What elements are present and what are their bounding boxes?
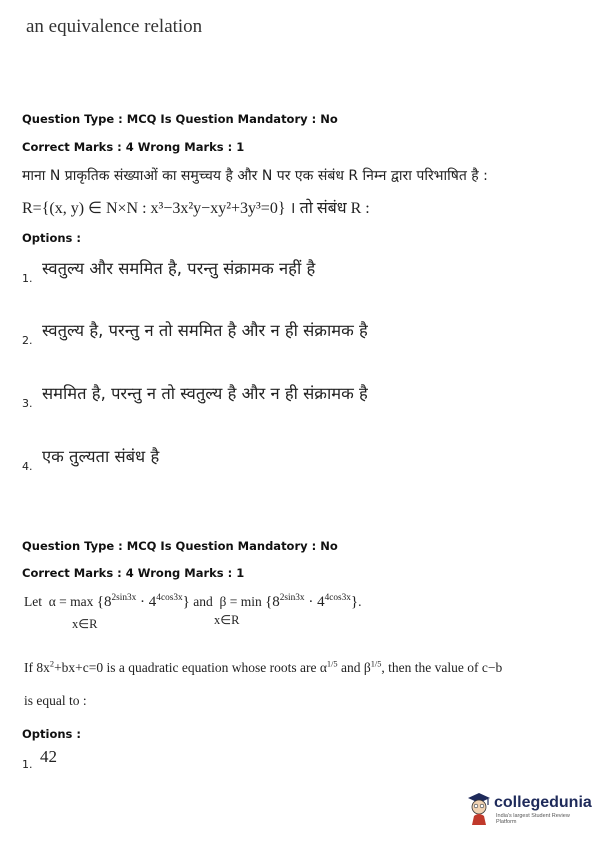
collegedunia-logo bbox=[466, 790, 592, 830]
q2-options-label: Options : bbox=[22, 727, 81, 741]
q1-option-number: 4. bbox=[22, 460, 33, 473]
q1-stem-line2: R={(x, y) ∈ N×N : x³−3x²y−xy²+3y³=0} । तो संबंध R : bbox=[22, 200, 370, 217]
q1-question-type: Question Type : MCQ Is Question Mandatory : No bbox=[22, 112, 338, 126]
q1-option-text[interactable]: स्वतुल्य है, परन्तु न तो सममित है और न ही संक्रामक है bbox=[42, 321, 368, 340]
q1-option-text[interactable]: स्वतुल्य और सममित है, परन्तु संक्रामक नहीं है bbox=[42, 259, 316, 278]
graduate-mascot-icon bbox=[466, 790, 492, 826]
logo-name: collegedunia bbox=[494, 794, 592, 811]
q1-stem-line1: माना N प्राकृतिक संख्याओं का समुच्चय है और N पर एक संबंध R निम्न द्वारा परिभाषित है : bbox=[22, 168, 488, 184]
q2-question-type: Question Type : MCQ Is Question Mandatory : No bbox=[22, 539, 338, 553]
q1-options-label: Options : bbox=[22, 231, 81, 245]
q1-option-text[interactable]: सममित है, परन्तु न तो स्वतुल्य है और न ही संक्रामक है bbox=[42, 384, 368, 403]
q1-option-number: 3. bbox=[22, 397, 33, 410]
q2-max-subscript: x∈R bbox=[72, 617, 98, 631]
q1-option-text[interactable]: एक तुल्यता संबंध है bbox=[42, 447, 160, 466]
q1-option-number: 1. bbox=[22, 272, 33, 285]
q2-stem-line2: is equal to : bbox=[24, 693, 87, 708]
q2-min-subscript: x∈R bbox=[214, 613, 240, 627]
q1-option-number: 2. bbox=[22, 334, 33, 347]
q1-marks: Correct Marks : 4 Wrong Marks : 1 bbox=[22, 140, 245, 154]
q2-stem-line1: If $8x^2+bx+c=0$ is a quadratic equation whose roots are $\alpha^{1/5}$ and $\beta^{1/5}$, then the value of c−b bbox=[24, 659, 503, 675]
header-text: an equivalence relation bbox=[26, 16, 203, 37]
q2-marks: Correct Marks : 4 Wrong Marks : 1 bbox=[22, 566, 245, 580]
q2-let-line: Let $\alpha = \max \{8^{2sin3x} \cdot 4^{4cos3x}\}$ and $\beta = \min \{8^{2sin3x} \cdot 4^{4cos3x}\}$. bbox=[24, 593, 362, 610]
logo-tagline: India's largest Student Review Platform bbox=[496, 813, 570, 825]
q2-option-text[interactable]: 42 bbox=[40, 747, 57, 766]
q2-option-number: 1. bbox=[22, 758, 33, 771]
